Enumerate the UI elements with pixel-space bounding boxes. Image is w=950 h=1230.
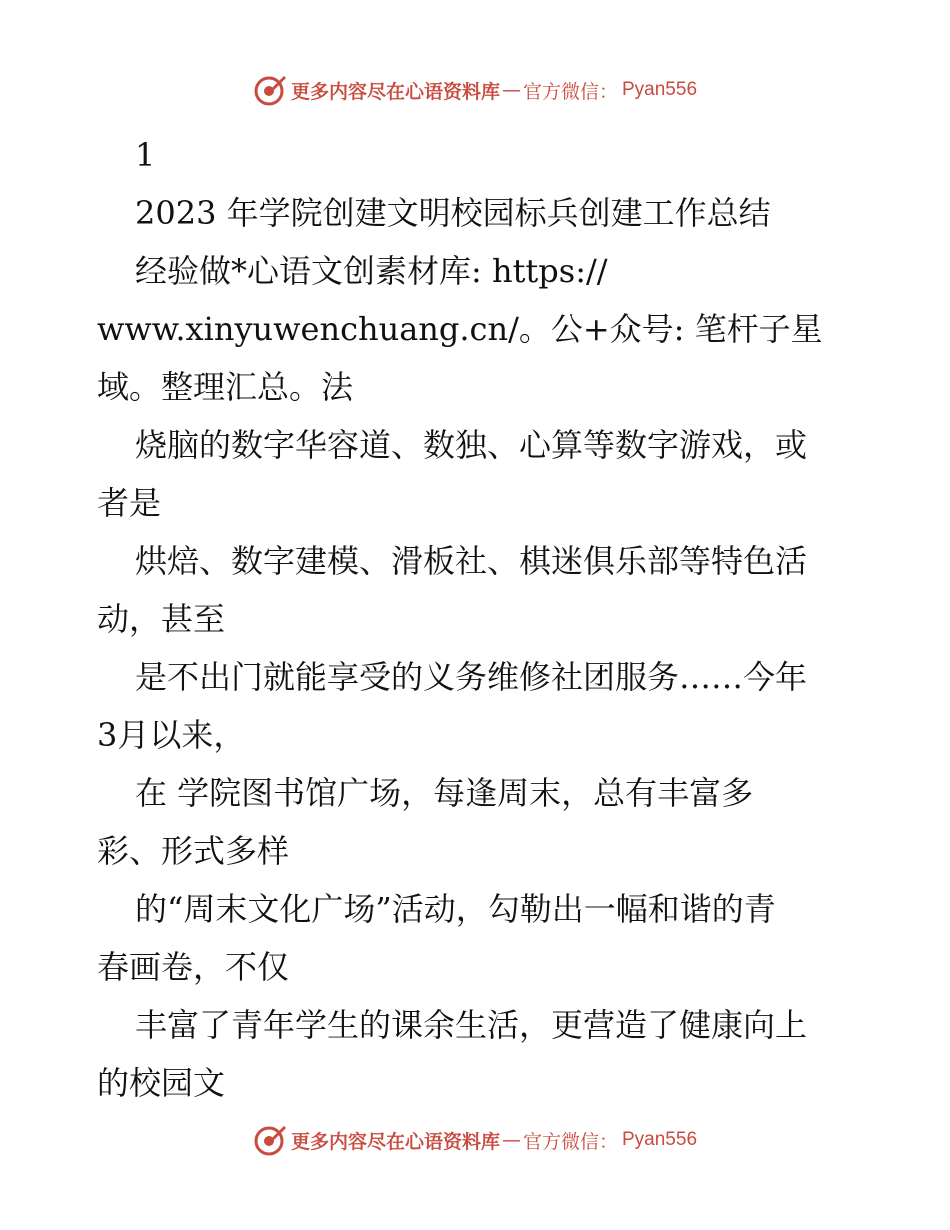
- pen-logo-icon: [253, 73, 287, 107]
- banner-wechat-id: Pyan556: [622, 1129, 698, 1150]
- banner-separator: —: [501, 79, 521, 101]
- banner-separator: —: [501, 1129, 521, 1151]
- document-title: 2023 年学院创建文明校园标兵创建工作总结: [135, 194, 771, 232]
- banner-wechat-label: 官方微信：: [522, 1130, 618, 1153]
- text-line: 者是: [97, 484, 162, 522]
- pen-logo-icon: [253, 1123, 287, 1157]
- text-line: 春画卷，不仅: [97, 948, 290, 986]
- footer-banner: [0, 1120, 950, 1160]
- text-line: 烘焙、数字建模、滑板社、棋迷俱乐部等特色活: [135, 542, 808, 580]
- header-banner: [0, 70, 950, 110]
- text-line: 的“周末文化广场”活动，勾勒出一幅和谐的青: [135, 890, 776, 928]
- text-line: 3月以来，: [97, 716, 246, 754]
- text-line: 丰富了青年学生的课余生活，更营造了健康向上: [135, 1006, 808, 1044]
- banner-text: 更多内容尽在心语资料库: [290, 1130, 500, 1153]
- text-line: 在 学院图书馆广场，每逢周末，总有丰富多: [135, 774, 754, 812]
- text-line: 域。整理汇总。法: [97, 368, 354, 406]
- banner-wechat-id: Pyan556: [622, 79, 698, 100]
- text-line: 是不出门就能享受的义务维修社团服务……今年: [135, 658, 808, 696]
- page-number: 1: [135, 136, 156, 174]
- text-line: 的校园文: [97, 1064, 226, 1102]
- text-line: www.xinyuwenchuang.cn/。公+众号: 笔杆子星: [97, 310, 823, 348]
- document-body: [97, 126, 867, 1112]
- text-line: 经验做*心语文创素材库: https://: [135, 252, 608, 290]
- text-line: 彩、形式多样: [97, 832, 290, 870]
- banner-wechat-label: 官方微信：: [522, 80, 618, 103]
- text-line: 动，甚至: [97, 600, 226, 638]
- text-line: 烧脑的数字华容道、数独、心算等数字游戏，或: [135, 426, 808, 464]
- banner-text: 更多内容尽在心语资料库: [290, 80, 500, 103]
